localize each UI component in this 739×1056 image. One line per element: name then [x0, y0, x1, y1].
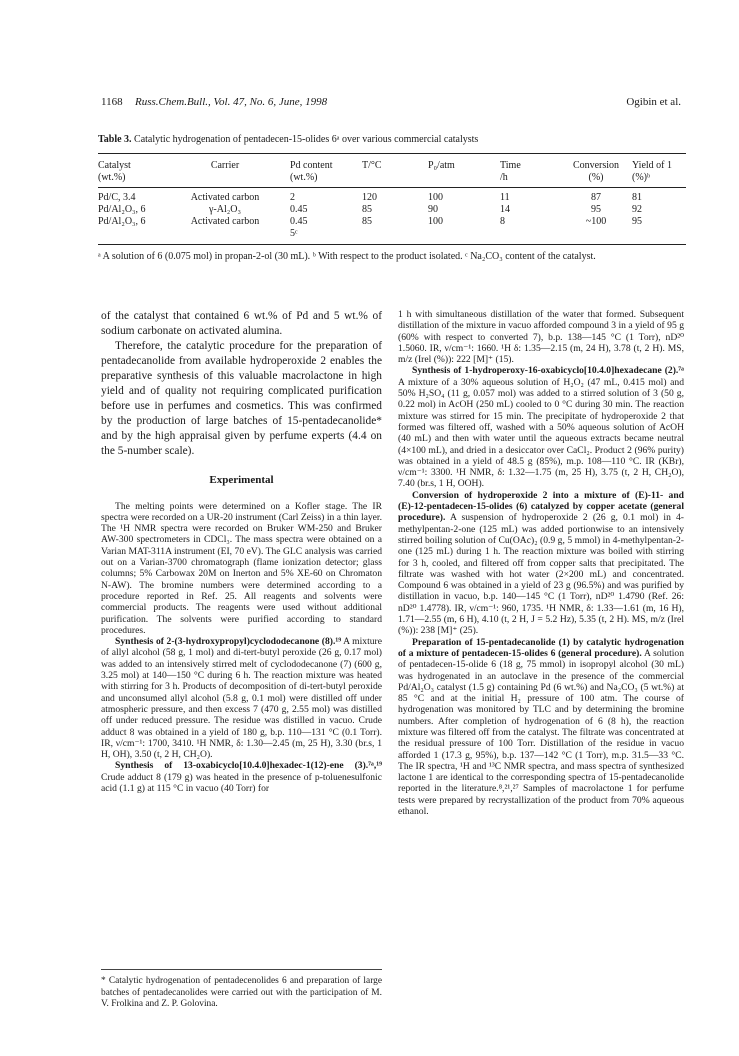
table-3: [98, 134, 686, 263]
col-header-time: Time /h: [500, 160, 521, 183]
table-cell: 90: [428, 204, 438, 215]
table-grid: [98, 153, 686, 245]
paragraph: 1 h with simultaneous distillation of the water that formed. Subsequent distillation of the mixture in vacuo afforded compound 3 in a yield of 95 g (60% with respect to converted 7), b.p. 138—145 °C (1 Torr), nD²⁰ 1.5060. IR, ν/cm⁻¹: 1660. ¹H δ: 1.35—2.15 (m, 24 H), 3.78 (t, 2 H). MS, m/z (Irel (%)): 222 [M]⁺ (15).: [398, 309, 684, 366]
journal-citation: Russ.Chem.Bull., Vol. 47, No. 6, June, 1998: [135, 96, 328, 108]
col-header-conversion: Conversion (%): [572, 160, 620, 183]
table-cell: Activated carbon: [190, 192, 260, 203]
paragraph: The melting points were determined on a Kofler stage. The IR spectra were recorded on a UR-20 instrument (Carl Zeiss) in a thin layer. The ¹H NMR spectra were recorded on Bruker WM-250 and Bruker AW-300 spectrometers in CDCl₃. The mass spectra were obtained on a Varian MAT-311A instrument (EI, 70 eV). The GLC analysis was carried out on a Varian-3700 chromatograph (flame ionization detector; glass columns; 5% Carbowax 20M on Inerton and 5% XE-60 on Chromaton N-AW). The bromine numbers were determined according to a procedure reported in Ref. 25. All reagents and solvents were commercial products. The reagents were used without additional purification. The solvents were purified according to standard procedures.: [101, 500, 382, 636]
table-header-row: [98, 154, 686, 188]
paragraph-conversion-6: Conversion of hydroperoxide 2 into a mixture of (E)-11- and (E)-12-pentadecen-15-olides (6) catalyzed by copper acetate (general procedure). A suspension of hydroperoxide 2 (26 g, 0.1 mol) in 4-methylpentan-2-one (125 mL) was added portionwise to an intensively stirred boiling solution of Cu(OAc)₂ (0.9 g, 5 mmol) in 4-methylpentan-2-one (125 mL) during 1 h. The reaction mixture was boiled with stirring for 3 h, cooled, and filtered off from copper salts that precipitated. The filtrate was washed with hot water (2×200 mL) and concentrated. Compound 6 was obtained in a yield of 23 g (96.5%) and was purified by distillation in vacuo, b.p. 140—145 °C (1 Torr), nD²⁰ 1.4790 (Ref. 26: nD²⁰ 1.4778). IR, ν/cm⁻¹: 960, 1735. ¹H NMR, δ: 1.33—1.61 (m, 16 H), 1.71—2.55 (m, 6 H), 4.10 (t, 2 H, J = 5.2 Hz), 5.35 (t, 2 H). MS, m/z (Irel (%)): 238 [M]⁺ (25).: [398, 489, 685, 637]
right-column: [398, 309, 684, 817]
paragraph-preparation-1: Preparation of 15-pentadecanolide (1) by catalytic hydrogenation of a mixture of pentadecen-15-olides 6 (general procedure). A solution of pentadecen-15-olide 6 (18 g, 75 mmol) in isopropyl alcohol (30 mL) was hydrogenated in an autoclave in the presence of the commercial Pd/Al₂O₃ catalyst (1.5 g) containing Pd (6 wt.%) and Na₂CO₃ (5 wt.%) at 85 °C and at the initial H₂ pressure of 100 atm. The course of hydrogenation was monitored by TLC and by determining the bromine numbers. After completion of hydrogenation of 6 (8 h), the reaction mixture was filtered off from the catalyst. The filtrate was concentrated at the residual pressure of 100 Torr. Distillation of the residue in vacuo afforded 1 (17.3 g, 95%), b.p. 137—142 °C (1 Torr), m.p. 31.5—33 °C. The IR spectra, ¹H and ¹³C NMR spectra, and mass spectra of synthesized lactone 1 are identical to the corresponding spectra of 15-pentadecanolide reported in the literature.⁸,²¹,²⁷ Samples of macrolactone 1 for perfume tests were prepared by recrystallization of the product from 70% aqueous ethanol.: [398, 636, 685, 818]
paragraph-synthesis-3: Synthesis of 13-oxabicyclo[10.4.0]hexadec-1(12)-ene (3).⁷ᵃ,¹⁹ Crude adduct 8 (179 g) was heated in the presence of p-toluenesulfonic acid (1.1 g) at 115 °C in vacuo (40 Torr) for: [101, 760, 382, 795]
table-cell: Activated carbon: [190, 216, 260, 227]
table-caption: [98, 134, 686, 146]
table-cell: 92: [632, 204, 642, 215]
running-authors: Ogibin et al.: [626, 96, 681, 108]
col-header-pd-content: Pd content (wt.%): [290, 160, 333, 183]
left-column: [101, 309, 382, 794]
col-header-temperature: T/°C: [362, 160, 382, 171]
col-header-carrier: Carrier: [210, 160, 240, 171]
table-row: [98, 204, 686, 216]
table-cell: Pd/C, 3.4: [98, 192, 136, 203]
col-header-pressure: P₀/atm: [428, 160, 455, 171]
table-cell: Pd/Al₂O₃, 6: [98, 204, 146, 215]
table-cell: 95: [632, 216, 642, 227]
paragraph-synthesis-8: Synthesis of 2-(3-hydroxypropyl)cyclododecanone (8).¹⁹ A mixture of allyl alcohol (58 g, 1 mol) and di-tert-butyl peroxide (26 g, 0.17 mol) was added to an intensively stirred melt of cyclododecanone (7) (600 g, 3.25 mol) at 140—150 °C during 6 h. The reaction mixture was heated with stirring for 3 h. Products of decomposition of di-tert-butyl peroxide and unconsumed allyl alcohol (5.8 g, 0.1 mol) were distilled off under atmospheric pressure, and then excess 7 (470 g, 2.55 mol) was distilled off under reduced pressure. The residue was distilled in vacuo. Crude adduct 8 was obtained in a yield of 180 g, b.p. 110—131 °C (0.1 Torr). IR, ν/cm⁻¹: 1700, 3410. ¹H NMR, δ: 1.30—2.45 (m, 25 H), 3.30 (br.s, 1 H, OH), 3.50 (t, 2 H, CH₂O).: [101, 636, 382, 761]
table-cell: 2: [290, 192, 295, 203]
page-footnote: * Catalytic hydrogenation of pentadecenolides 6 and preparation of large batches of pentadecanolides were carried out with the participation of M. V. Frolkina and Z. P. Golovina.: [101, 969, 382, 1011]
table-caption-text: Catalytic hydrogenation of pentadecen-15-olides 6ᵃ over various commercial catalysts: [134, 134, 479, 145]
table-cell-pd-na2co3: 0.45 5ᶜ: [290, 216, 308, 239]
table-row: [98, 188, 686, 205]
table-cell: 11: [500, 192, 510, 203]
table-cell: 8: [500, 216, 505, 227]
col-header-catalyst: Catalyst (wt.%): [98, 160, 131, 183]
table-cell: 100: [428, 192, 443, 203]
table-cell: 0.45: [290, 204, 308, 215]
table-cell: γ-Al₂O₃: [209, 204, 241, 215]
table-cell: ~100: [585, 216, 607, 227]
table-footnotes: ᵃ A solution of 6 (0.075 mol) in propan-2-ol (30 mL). ᵇ With respect to the product isolated. ᶜ Na₂CO₃ content of the catalyst.: [98, 251, 596, 262]
table-label: Table 3.: [98, 134, 132, 145]
table-row: [98, 216, 686, 245]
table-cell: 95: [591, 204, 601, 215]
table-cell: 100: [428, 216, 443, 227]
col-header-yield: Yield of 1 (%)ᵇ: [632, 160, 672, 183]
table-cell: 87: [591, 192, 601, 203]
table-cell: 81: [632, 192, 642, 203]
table-cell: 85: [362, 216, 372, 227]
page-number: 1168: [101, 96, 123, 108]
table-cell: Pd/Al₂O₃, 6: [98, 216, 146, 227]
paragraph: Therefore, the catalytic procedure for the preparation of pentadecanolide from available hydroperoxide 2 enables the preparative synthesis of this valuable macrolactone in high yield and of quality not requiring complicated purification before use in perfumes and cosmetics. This was confirmed by the production of large batches of 15-pentadecanolide* and by the high appraisal given by perfume experts (4.4 on the 5-number scale).: [101, 340, 382, 457]
paragraph-synthesis-2: Synthesis of 1-hydroperoxy-16-oxabicyclo[10.4.0]hexadecane (2).⁷ᵃ A mixture of a 30% aqueous solution of H₂O₂ (47 mL, 0.415 mol) and 50% H₂SO₄ (11 g, 0.057 mol) was added to a stirred solution of 3 (50 g, 0.22 mol) in AcOH (250 mL) cooled to 0 °C during 30 min. The reaction mixture was stirred for 15 min. The precipitate of hydroperoxide 2 that formed was filtered off, washed with a 50% aqueous solution of AcOH (40 mL) and then with water until the aqueous extracts became neutral (4×100 mL), and dried in a desiccator over CaCl₂. Product 2 (96% purity) was obtained in a yield of 48.5 g (85%), m.p. 108—110 °C. IR (KBr), ν/cm⁻¹: 3300. ¹H NMR, δ: 1.32—1.75 (m, 25 H), 3.75 (t, 2 H, CH₂O), 7.40 (br.s, 1 H, OOH).: [398, 365, 684, 490]
table-cell: 85: [362, 204, 372, 215]
section-heading-experimental: Experimental: [209, 474, 274, 486]
table-cell: 14: [500, 204, 510, 215]
paragraph: of the catalyst that contained 6 wt.% of Pd and 5 wt.% of sodium carbonate on activated alumina.: [101, 310, 382, 337]
table-cell: 120: [362, 192, 377, 203]
